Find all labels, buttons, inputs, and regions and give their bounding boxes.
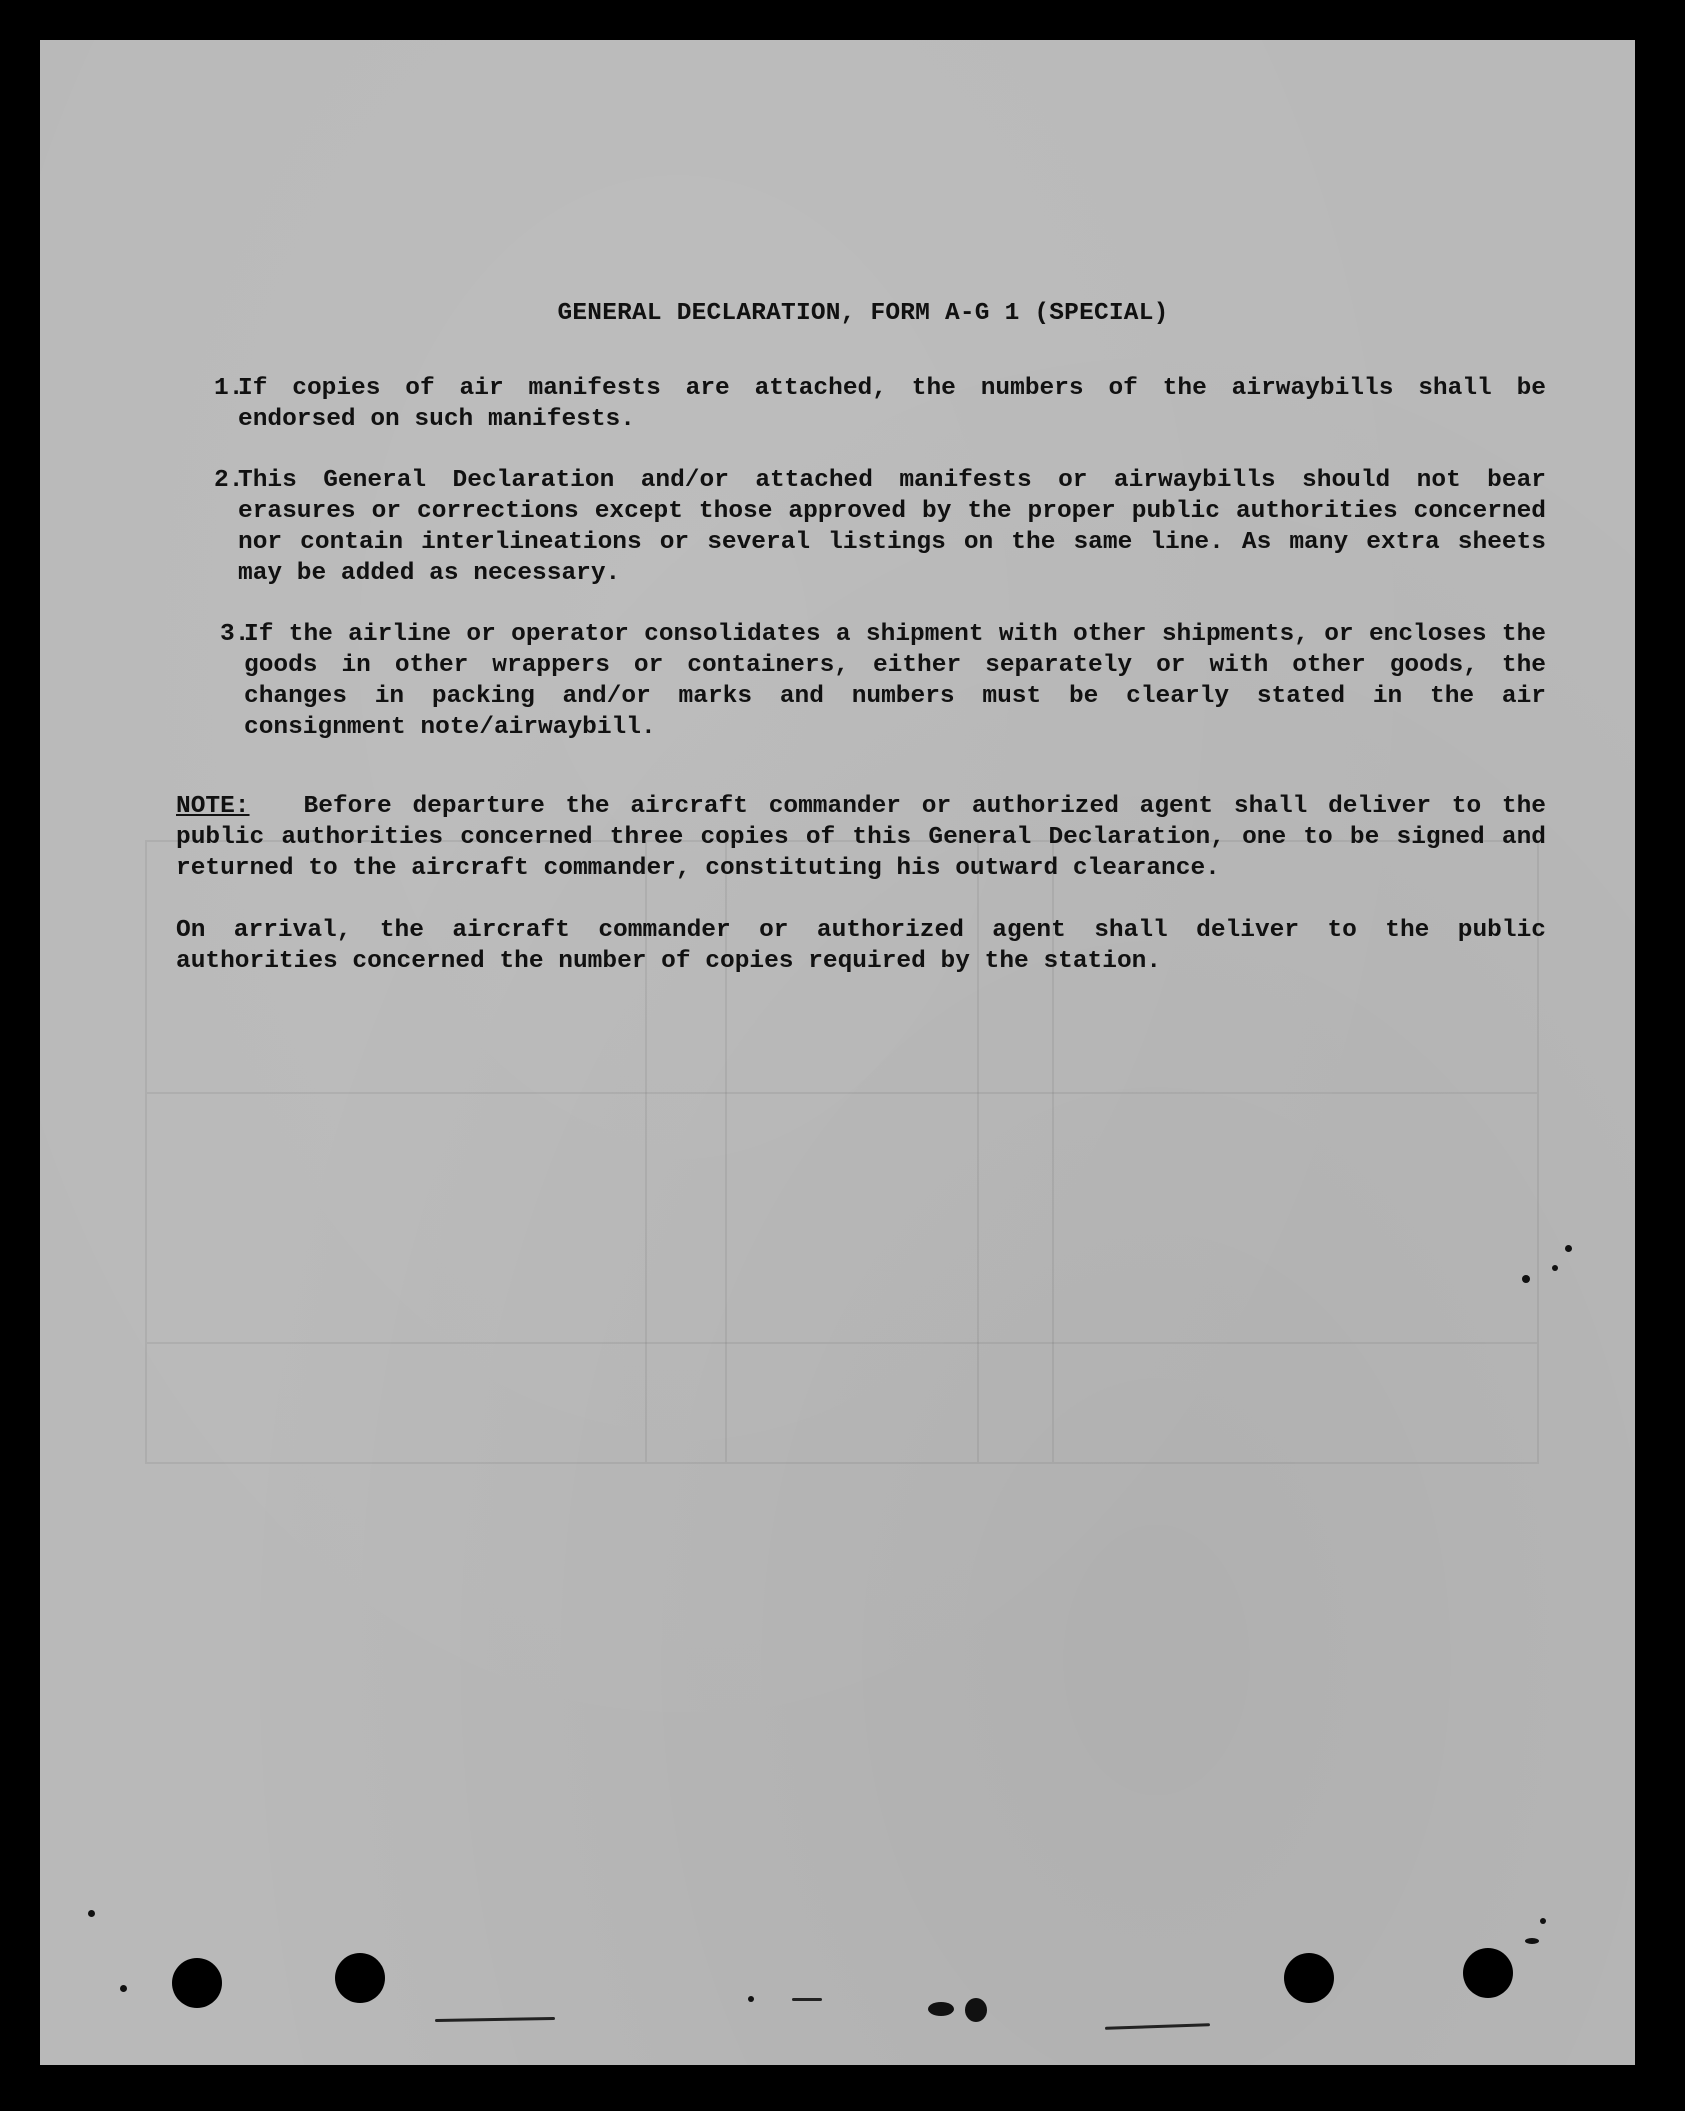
item-text: If copies of air manifests are attached, the numbers of the airwaybills shall be endorsed on such manifests. — [238, 375, 1546, 433]
ink-speck — [1552, 1265, 1558, 1271]
ink-speck — [928, 2002, 954, 2016]
ink-speck — [1525, 1938, 1539, 1944]
ink-speck — [120, 1985, 127, 1992]
item-number: 1. — [214, 375, 244, 402]
punch-hole — [1284, 1953, 1334, 2003]
ink-speck — [88, 1910, 95, 1917]
punch-hole — [335, 1953, 385, 2003]
note-label: NOTE: — [176, 793, 250, 820]
bleed-through-line — [147, 1092, 1537, 1094]
list-item — [176, 465, 1546, 589]
item-number: 3. — [220, 621, 250, 648]
ink-speck — [1540, 1918, 1546, 1924]
ink-speck — [1565, 1245, 1572, 1252]
declaration-text — [176, 298, 1546, 1008]
bleed-through-line — [147, 1342, 1537, 1344]
ink-speck — [1522, 1275, 1530, 1283]
note-paragraph — [176, 791, 1546, 884]
punch-hole — [172, 1958, 222, 2008]
document-page — [40, 40, 1635, 2065]
item-number: 2. — [214, 467, 244, 494]
list-item — [176, 373, 1546, 435]
item-text: This General Declaration and/or attached manifests or airwaybills should not bear erasures or corrections except those approved by the proper public authorities concerned nor contain interlineations or several listings on the same line. As many extra sheets may be added as necessary. — [238, 467, 1546, 587]
ink-speck — [748, 1996, 754, 2002]
stray-mark — [1105, 2023, 1210, 2030]
arrival-paragraph: On arrival, the aircraft commander or authorized agent shall deliver to the public authorities concerned the number of copies required by the station. — [176, 917, 1546, 975]
page-title: GENERAL DECLARATION, FORM A-G 1 (SPECIAL) — [557, 300, 1169, 327]
stray-mark — [792, 1998, 822, 2001]
stray-mark — [435, 2017, 555, 2022]
item-text: If the airline or operator consolidates a shipment with other shipments, or encloses the goods in other wrappers or containers, either separately or with other goods, the changes in packing and/or marks and numbers must be clearly stated in the air consignment note/airwaybill. — [244, 621, 1546, 741]
list-item — [176, 619, 1546, 743]
note-text: Before departure the aircraft commander or authorized agent shall deliver to the public authorities concerned three copies of this General Declaration, one to be signed and returned to the aircraft commander, constituting his outward clearance. — [176, 793, 1546, 882]
punch-hole — [1463, 1948, 1513, 1998]
ink-speck — [965, 1998, 987, 2022]
